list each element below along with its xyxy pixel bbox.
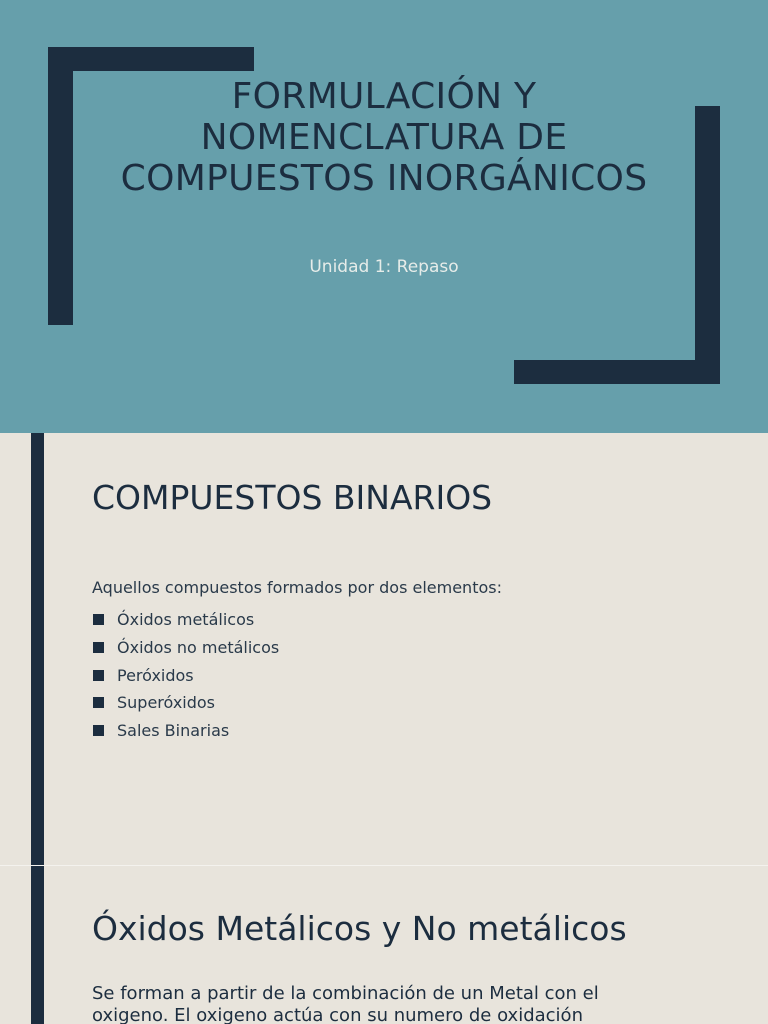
slide-heading: Óxidos Metálicos y No metálicos: [92, 909, 627, 948]
side-accent-bar: [31, 433, 44, 865]
list-item-label: Óxidos no metálicos: [117, 638, 280, 658]
side-accent-bar: [31, 866, 44, 1024]
list-item: [92, 661, 279, 689]
square-bullet-icon: [93, 697, 104, 708]
list-item: [92, 717, 279, 745]
title-slide: [0, 0, 768, 433]
slide-subtitle: Unidad 1: Repaso: [309, 257, 459, 277]
bullet-list: [92, 606, 279, 744]
list-item: [92, 634, 279, 662]
slide-heading: COMPUESTOS BINARIOS: [92, 478, 493, 517]
compuestos-binarios-slide: [0, 433, 768, 865]
intro-text: Aquellos compuestos formados por dos elementos:: [92, 578, 502, 597]
oxidos-slide: [0, 866, 768, 1024]
body-text: Se forman a partir de la combinación de un Metal con el oxigeno. El oxigeno actúa con su numero de oxidación: [92, 983, 599, 1024]
list-item-label: Óxidos metálicos: [117, 610, 255, 630]
square-bullet-icon: [93, 670, 104, 681]
list-item-label: Peróxidos: [117, 665, 194, 685]
list-item-label: Superóxidos: [117, 693, 216, 713]
slide-title: FORMULACIÓN Y NOMENCLATURA DE COMPUESTOS INORGÁNICOS: [120, 76, 648, 199]
top-left-bracket-horizontal: [48, 47, 254, 71]
list-item: [92, 606, 279, 634]
bottom-right-bracket-vertical: [695, 106, 720, 384]
square-bullet-icon: [93, 614, 104, 625]
list-item-label: Sales Binarias: [117, 721, 230, 741]
list-item: [92, 689, 279, 717]
square-bullet-icon: [93, 642, 104, 653]
bottom-right-bracket-horizontal: [514, 360, 720, 384]
top-left-bracket-vertical: [48, 47, 73, 325]
square-bullet-icon: [93, 725, 104, 736]
